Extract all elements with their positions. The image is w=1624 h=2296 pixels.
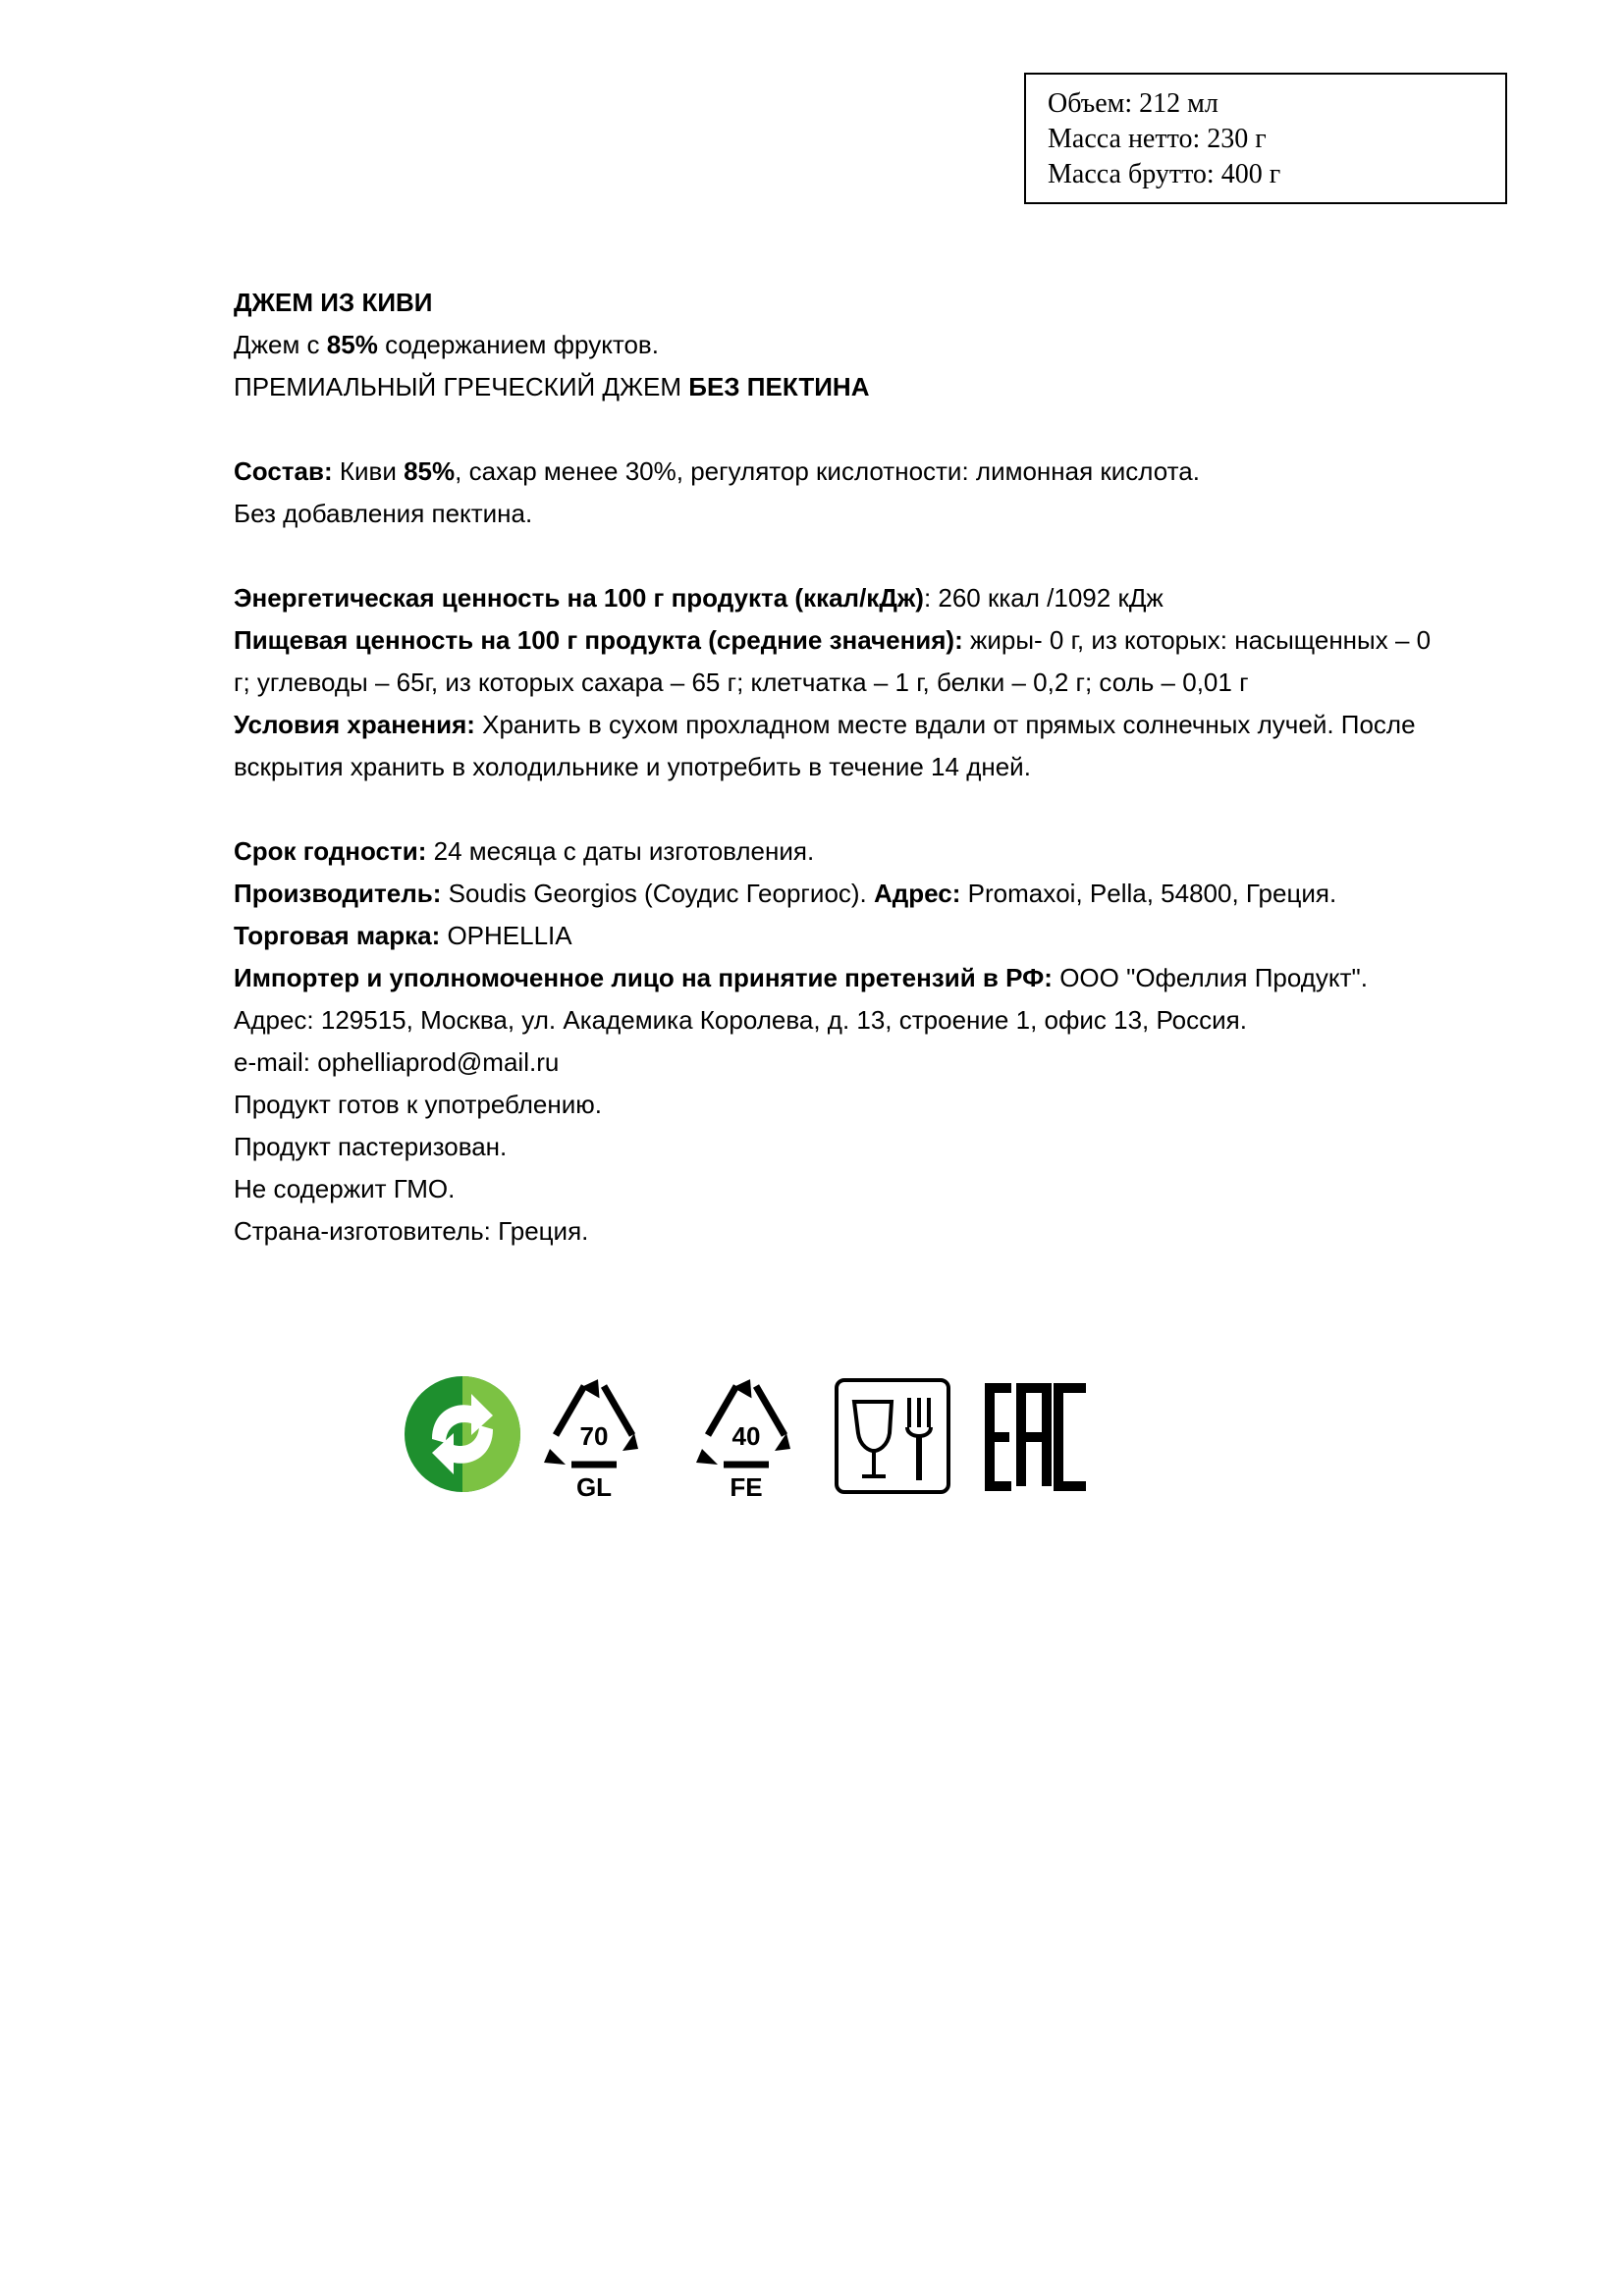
pasteurized-line: Продукт пастеризован. (234, 1132, 508, 1161)
label-text (234, 282, 1530, 1253)
composition-line: Состав: Киви 85%, сахар менее 30%, регулятор кислотности: лимонная кислота. (234, 456, 1200, 486)
gmo-line: Не содержит ГМО. (234, 1174, 456, 1203)
certification-icons (403, 1374, 1090, 1512)
green-dot-icon (403, 1374, 522, 1494)
recycle-steel-icon (692, 1374, 800, 1502)
eac-mark-icon (982, 1382, 1092, 1492)
importer-address-line: Адрес: 129515, Москва, ул. Академика Королева, д. 13, строение 1, офис 13, Россия. (234, 1005, 1247, 1035)
recycle-steel-code: FE (730, 1472, 763, 1502)
storage-line-1: Условия хранения: Хранить в сухом прохладном месте вдали от прямых солнечных лучей. После (234, 710, 1416, 739)
weight-info-box (1024, 73, 1507, 204)
glass-fork-icon (835, 1378, 950, 1494)
recycle-glass-number: 70 (579, 1421, 609, 1451)
gross-weight-text: Масса брутто: 400 г (1048, 159, 1281, 189)
email-line: e-mail: ophelliaprod@mail.ru (234, 1047, 560, 1077)
brand-line: Торговая марка: OPHELLIA (234, 921, 572, 950)
nutrition-line-2: г; углеводы – 65г, из которых сахара – 65 г; клетчатка – 1 г, белки – 0,2 г; соль – 0,01 г (234, 667, 1249, 697)
product-title: ДЖЕМ ИЗ КИВИ (234, 288, 433, 317)
country-line: Страна-изготовитель: Греция. (234, 1216, 589, 1246)
importer-line: Импортер и уполномоченное лицо на принятие претензий в РФ: ООО "Офеллия Продукт". (234, 963, 1368, 992)
ready-line: Продукт готов к употреблению. (234, 1090, 602, 1119)
manufacturer-line: Производитель: Soudis Georgios (Соудис Георгиос). Адрес: Promaxoi, Pella, 54800, Греция. (234, 879, 1337, 908)
volume-text: Объем: 212 мл (1048, 88, 1218, 119)
premium-line: ПРЕМИАЛЬНЫЙ ГРЕЧЕСКИЙ ДЖЕМ БЕЗ ПЕКТИНА (234, 372, 870, 401)
storage-line-2: вскрытия хранить в холодильнике и употребить в течение 14 дней. (234, 752, 1031, 781)
energy-line: Энергетическая ценность на 100 г продукта (ккал/кДж): 260 ккал /1092 кДж (234, 583, 1164, 613)
nutrition-line-1: Пищевая ценность на 100 г продукта (средние значения): жиры- 0 г, из которых: насыщенных – 0 (234, 625, 1432, 655)
recycle-glass-icon (540, 1374, 648, 1502)
recycle-steel-number: 40 (731, 1421, 761, 1451)
net-weight-text: Масса нетто: 230 г (1048, 124, 1267, 154)
fruit-content-line: Джем с 85% содержанием фруктов. (234, 330, 659, 359)
no-pectin-line: Без добавления пектина. (234, 499, 533, 528)
recycle-glass-code: GL (575, 1472, 613, 1502)
shelf-life-line: Срок годности: 24 месяца с даты изготовления. (234, 836, 815, 866)
